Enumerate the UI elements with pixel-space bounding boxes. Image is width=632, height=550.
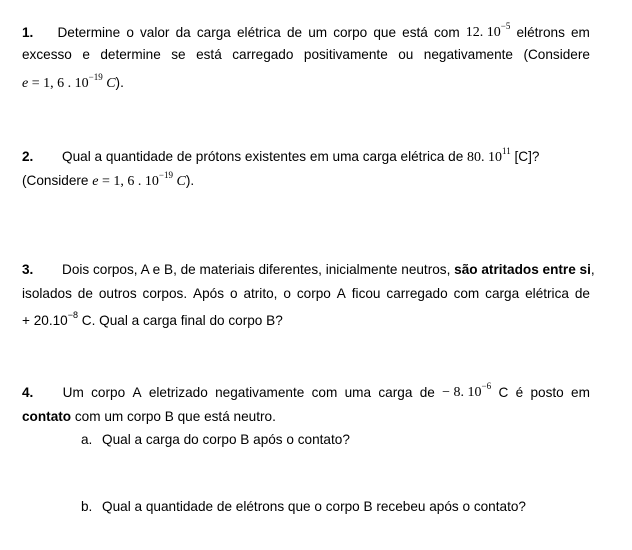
- q4-emphasis: contato: [22, 409, 72, 424]
- q1-line-1: 1. Determine o valor da carga elétrica de um corpo que está com 12. $10^{-5}$ elétrons em: [22, 21, 590, 40]
- q4-item-a-text: Qual a carga do corpo B após o contato?: [102, 432, 350, 447]
- q2-line-1: 2. Qual a quantidade de prótons existentes em uma carga elétrica de 80. $10^{11}$ [C]?: [22, 146, 540, 165]
- q4-item-b-text: Qual a quantidade de elétrons que o corpo B recebeu após o contato?: [102, 499, 526, 514]
- q4-line-1: 4. Um corpo A eletrizado negativamente com uma carga de − 8. $10^{-6}$ C é posto em: [22, 381, 590, 400]
- q4-item-a-label: a.: [81, 432, 93, 447]
- q4-item-b: [81, 499, 526, 515]
- q3-value: + $20.10^{-8}$: [22, 310, 78, 328]
- q4-item-b-label: b.: [81, 499, 93, 514]
- q4-line-2: contato com um corpo B que está neutro.: [22, 409, 276, 424]
- q1-constant: e = 1, 6 . $10^{-19}$ C: [22, 72, 116, 91]
- q2-number: 2.: [22, 149, 34, 164]
- q1-number: 1.: [22, 25, 34, 40]
- q1-value: 12. $10^{-5}$: [465, 21, 511, 40]
- q3-line-1: 3. Dois corpos, A e B, de materiais diferentes, inicialmente neutros, são atritados entre si,: [22, 262, 595, 277]
- q4-value: − 8. $10^{-6}$: [442, 381, 492, 400]
- q4-item-a: [81, 432, 350, 448]
- q3-emphasis: são atritados entre si: [454, 262, 591, 277]
- q1-line-2: excesso e determine se está carregado positivamente ou negativamente (Considere: [22, 47, 590, 62]
- q2-line-2: (Considere e = 1, 6 . $10^{-19}$ C).: [22, 170, 195, 189]
- q4-number: 4.: [22, 385, 34, 400]
- q1-line-3: e = 1, 6 . $10^{-19}$ C).: [22, 72, 124, 91]
- q3-line-3: + $20.10^{-8}$ C. Qual a carga final do corpo B?: [22, 310, 283, 328]
- q3-line-2: isolados de outros corpos. Após o atrito, o corpo A ficou carregado com carga elétrica de: [22, 286, 590, 301]
- q2-value: 80. $10^{11}$: [467, 146, 511, 165]
- q3-number: 3.: [22, 262, 34, 277]
- q2-constant: e = 1, 6 . $10^{-19}$ C: [92, 170, 186, 189]
